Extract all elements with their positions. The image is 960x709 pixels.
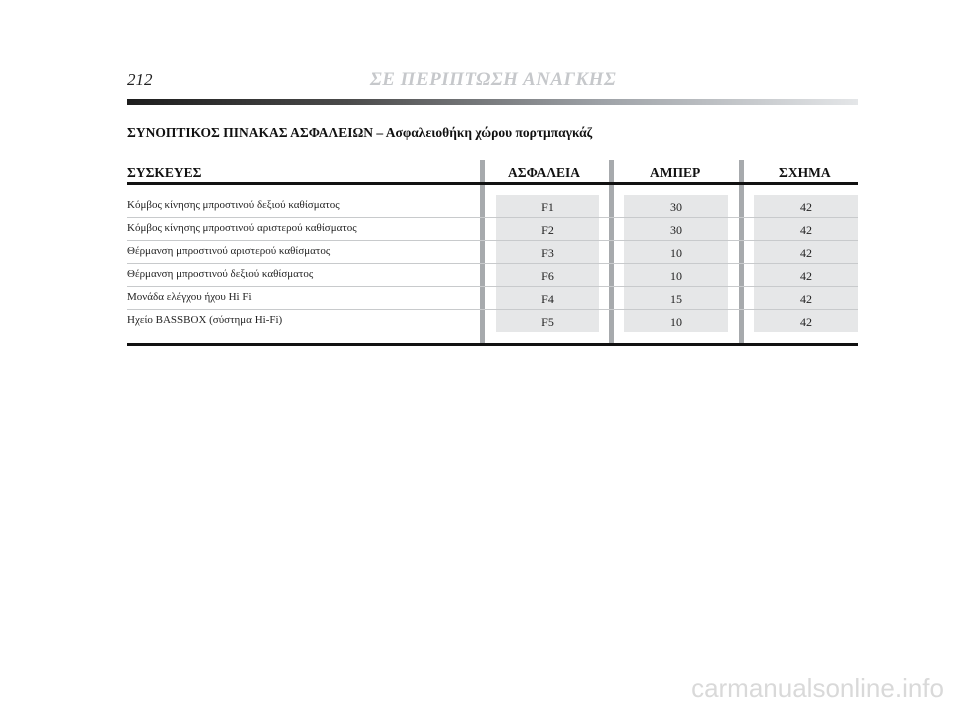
table-row [127, 218, 858, 241]
page-number: 212 [127, 70, 153, 89]
table-row [127, 195, 858, 218]
cell-figure: 42 [754, 195, 858, 217]
cell-fuse: F5 [496, 310, 599, 332]
header-underline [127, 182, 858, 185]
cell-amp: 10 [624, 310, 728, 332]
cell-device: Μονάδα ελέγχου ήχου Hi Fi [127, 291, 252, 303]
column-header-amp: ΑΜΠΕΡ [650, 165, 701, 180]
section-title: ΣΕ ΠΕΡΙΠΤΩΣΗ ΑΝΑΓΚΗΣ [370, 69, 617, 90]
fuse-table [127, 160, 858, 350]
cell-amp: 30 [624, 218, 728, 240]
cell-figure: 42 [754, 287, 858, 309]
cell-device: Θέρμανση μπροστινού δεξιού καθίσματος [127, 268, 314, 280]
watermark: carmanualsonline.info [691, 673, 944, 703]
cell-figure: 42 [754, 241, 858, 263]
cell-device: Ηχείο BASSBOX (σύστημα Hi-Fi) [127, 314, 283, 326]
cell-fuse: F3 [496, 241, 599, 263]
cell-figure: 42 [754, 218, 858, 240]
cell-device: Θέρμανση μπροστινού αριστερού καθίσματος [127, 245, 331, 257]
cell-figure: 42 [754, 264, 858, 286]
cell-amp: 10 [624, 241, 728, 263]
cell-figure: 42 [754, 310, 858, 332]
table-row [127, 310, 858, 333]
cell-device: Κόμβος κίνησης μπροστινού δεξιού καθίσματος [127, 199, 340, 211]
table-row [127, 241, 858, 264]
column-header-figure: ΣΧΗΜΑ [779, 165, 831, 180]
cell-fuse: F6 [496, 264, 599, 286]
table-title: ΣΥΝΟΠΤΙΚΟΣ ΠΙΝΑΚΑΣ ΑΣΦΑΛΕΙΩΝ – Ασφαλειοθήκη χώρου πορτμπαγκάζ [127, 125, 593, 140]
cell-fuse: F4 [496, 287, 599, 309]
cell-amp: 10 [624, 264, 728, 286]
column-header-fuse: ΑΣΦΑΛΕΙΑ [508, 165, 581, 180]
header-rule [127, 99, 858, 105]
table-row [127, 287, 858, 310]
cell-device: Κόμβος κίνησης μπροστινού αριστερού καθίσματος [127, 222, 357, 234]
cell-amp: 15 [624, 287, 728, 309]
table-row [127, 264, 858, 287]
cell-fuse: F1 [496, 195, 599, 217]
cell-amp: 30 [624, 195, 728, 217]
table-bottom-rule [127, 343, 858, 346]
column-header-device: ΣΥΣΚΕΥΕΣ [127, 165, 202, 180]
cell-fuse: F2 [496, 218, 599, 240]
